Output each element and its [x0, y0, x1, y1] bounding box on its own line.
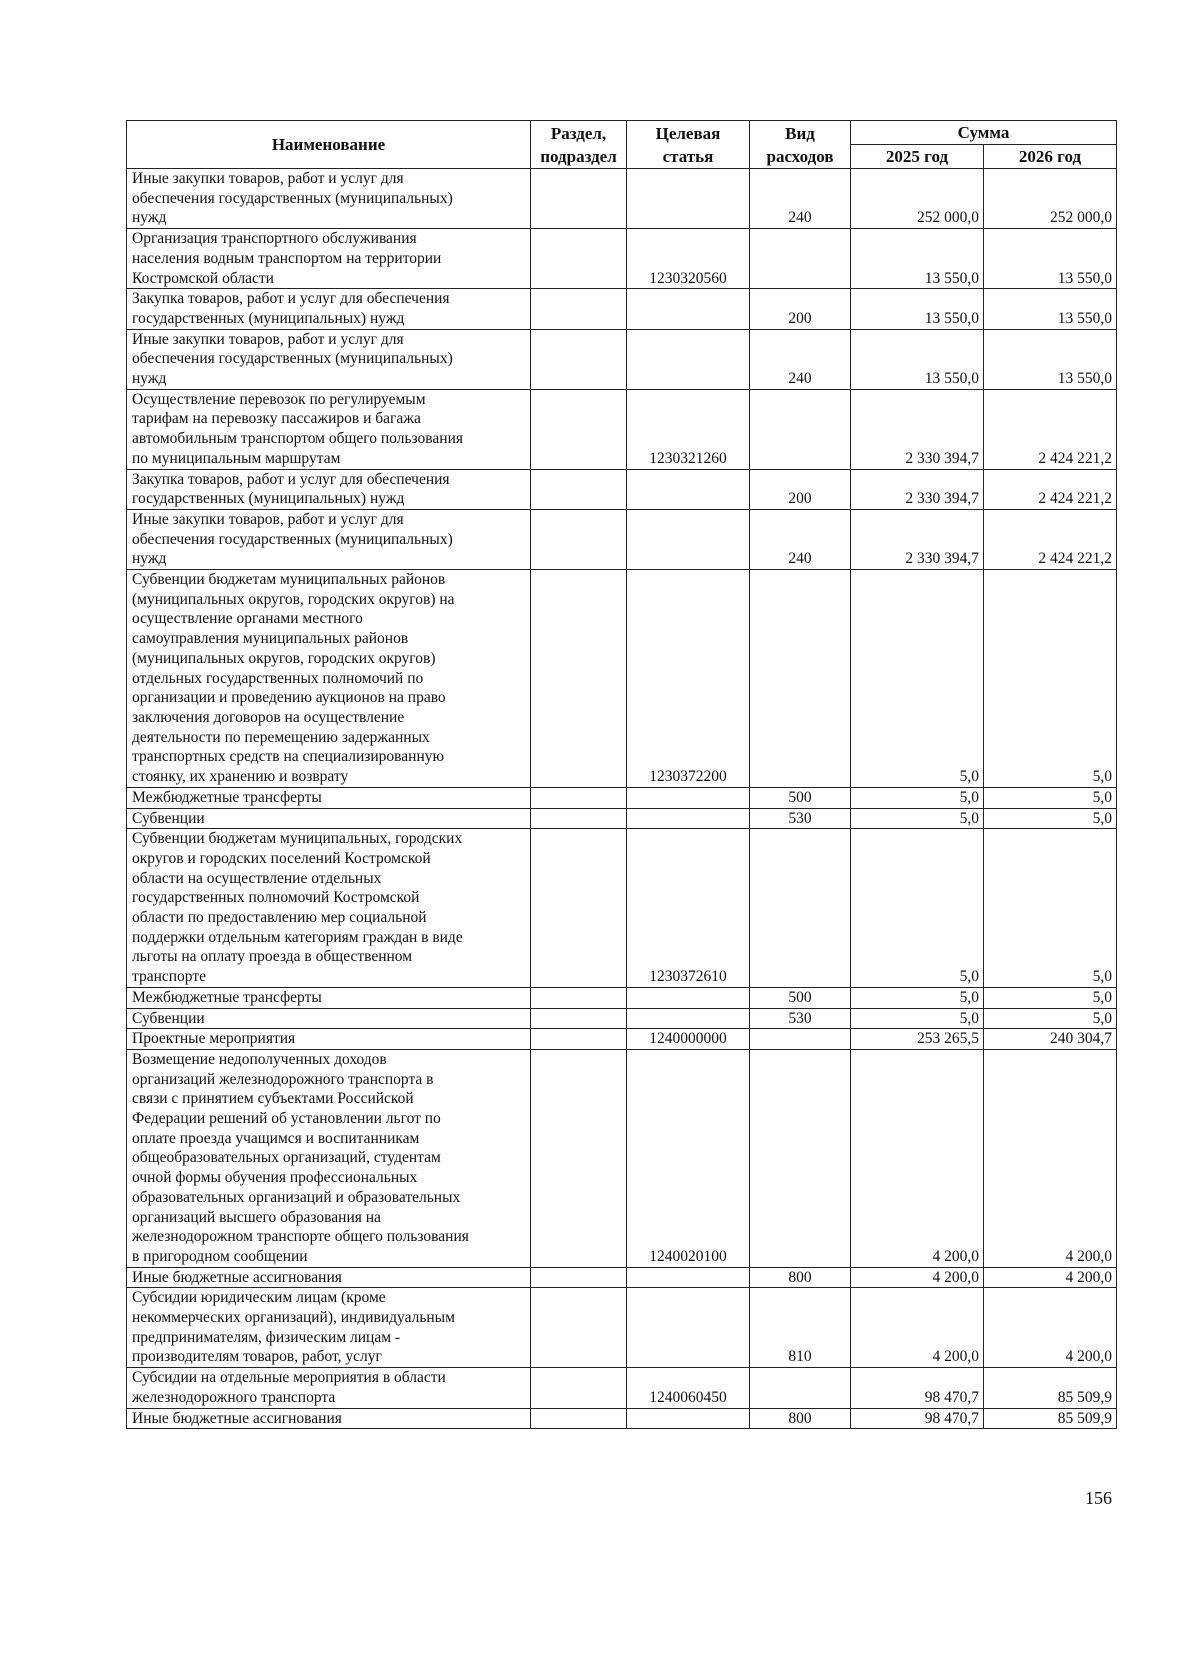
row-section: [531, 787, 627, 808]
table-row: [127, 829, 1117, 988]
row-section: [531, 469, 627, 509]
header-name: Наименование: [127, 121, 531, 169]
row-expense-type: 240: [750, 329, 851, 389]
row-sum-2026: 5,0: [984, 570, 1117, 788]
row-sum-2026: 2 424 221,2: [984, 509, 1117, 569]
row-sum-2026: 5,0: [984, 787, 1117, 808]
row-section: [531, 289, 627, 329]
row-target-code: [627, 509, 750, 569]
row-sum-2025: 13 550,0: [851, 229, 984, 289]
table-header: [127, 121, 1117, 169]
row-target-code: [627, 169, 750, 229]
table-body: [127, 169, 1117, 1429]
row-name: Иные бюджетные ассигнования: [127, 1408, 531, 1429]
table-row: [127, 469, 1117, 509]
row-target-code: 1230320560: [627, 229, 750, 289]
page-number: 156: [1085, 1488, 1112, 1508]
row-target-code: [627, 808, 750, 829]
row-section: [531, 229, 627, 289]
row-expense-type: 800: [750, 1408, 851, 1429]
row-section: [531, 1288, 627, 1368]
row-section: [531, 389, 627, 469]
row-target-code: [627, 1408, 750, 1429]
table-row: [127, 1008, 1117, 1029]
row-sum-2025: 253 265,5: [851, 1029, 984, 1050]
row-sum-2025: 2 330 394,7: [851, 389, 984, 469]
row-target-code: [627, 1008, 750, 1029]
row-section: [531, 1267, 627, 1288]
row-target-code: 1230372200: [627, 570, 750, 788]
row-section: [531, 1049, 627, 1267]
row-target-code: 1240000000: [627, 1029, 750, 1050]
table-row: [127, 1368, 1117, 1408]
row-section: [531, 1008, 627, 1029]
row-sum-2025: 4 200,0: [851, 1267, 984, 1288]
row-name: Субвенции: [127, 1008, 531, 1029]
row-sum-2025: 4 200,0: [851, 1049, 984, 1267]
table-row: [127, 329, 1117, 389]
row-sum-2025: 2 330 394,7: [851, 509, 984, 569]
row-target-code: [627, 787, 750, 808]
row-sum-2025: 5,0: [851, 570, 984, 788]
row-sum-2025: 13 550,0: [851, 289, 984, 329]
budget-table: [126, 120, 1117, 1429]
header-sum: Сумма: [851, 121, 1117, 145]
table-row: [127, 229, 1117, 289]
table-row: [127, 570, 1117, 788]
row-sum-2026: 2 424 221,2: [984, 469, 1117, 509]
row-sum-2026: 4 200,0: [984, 1049, 1117, 1267]
table-row: [127, 787, 1117, 808]
row-expense-type: 500: [750, 787, 851, 808]
row-target-code: 1230372610: [627, 829, 750, 988]
row-sum-2026: 13 550,0: [984, 329, 1117, 389]
row-sum-2026: 85 509,9: [984, 1408, 1117, 1429]
row-name: Иные закупки товаров, работ и услуг для обеспечения государственных (муниципальных) нужд: [127, 509, 531, 569]
row-name: Иные закупки товаров, работ и услуг для обеспечения государственных (муниципальных) нужд: [127, 169, 531, 229]
row-sum-2026: 240 304,7: [984, 1029, 1117, 1050]
row-expense-type: 530: [750, 808, 851, 829]
row-expense-type: [750, 389, 851, 469]
row-expense-type: [750, 570, 851, 788]
row-expense-type: 500: [750, 987, 851, 1008]
row-expense-type: 810: [750, 1288, 851, 1368]
row-name: Закупка товаров, работ и услуг для обеспечения государственных (муниципальных) нужд: [127, 469, 531, 509]
header-expense: Вид расходов: [750, 121, 851, 169]
row-target-code: [627, 289, 750, 329]
row-section: [531, 1029, 627, 1050]
row-target-code: [627, 1267, 750, 1288]
row-expense-type: [750, 1049, 851, 1267]
row-target-code: 1240020100: [627, 1049, 750, 1267]
row-name: Иные бюджетные ассигнования: [127, 1267, 531, 1288]
row-section: [531, 509, 627, 569]
table-row: [127, 1267, 1117, 1288]
row-name: Проектные мероприятия: [127, 1029, 531, 1050]
row-sum-2025: 5,0: [851, 1008, 984, 1029]
row-sum-2026: 5,0: [984, 987, 1117, 1008]
row-sum-2026: 5,0: [984, 829, 1117, 988]
table-row: [127, 389, 1117, 469]
row-sum-2025: 98 470,7: [851, 1368, 984, 1408]
row-target-code: 1240060450: [627, 1368, 750, 1408]
table-row: [127, 1029, 1117, 1050]
row-expense-type: [750, 829, 851, 988]
row-expense-type: 200: [750, 289, 851, 329]
row-section: [531, 829, 627, 988]
row-sum-2026: 252 000,0: [984, 169, 1117, 229]
row-name: Субвенции бюджетам муниципальных районов (муниципальных округов, городских округов) на осуществление органами местного самоуправления муниципальных районов (муниципальных округов, городских округов) отдельных государственных полномочий по организации и проведению аукционов на право заключения договоров на осуществление деятельности по перемещению задержанных транспортных средств на специализированную стоянку, их хранению и возврату: [127, 570, 531, 788]
row-sum-2025: 5,0: [851, 829, 984, 988]
header-section: Раздел, подраздел: [531, 121, 627, 169]
row-name: Межбюджетные трансферты: [127, 787, 531, 808]
row-expense-type: 800: [750, 1267, 851, 1288]
row-target-code: 1230321260: [627, 389, 750, 469]
row-target-code: [627, 329, 750, 389]
row-name: Межбюджетные трансферты: [127, 987, 531, 1008]
row-name: Возмещение недополученных доходов организаций железнодорожного транспорта в связи с принятием субъектами Российской Федерации решений об установлении льгот по оплате проезда учащимся и воспитанникам общеобразовательных организаций, студентам очной формы обучения профессиональных образовательных организаций и образовательных организаций высшего образования на железнодорожном транспорте общего пользования в пригородном сообщении: [127, 1049, 531, 1267]
table-row: [127, 1408, 1117, 1429]
table-row: [127, 1288, 1117, 1368]
row-sum-2025: 2 330 394,7: [851, 469, 984, 509]
row-expense-type: [750, 229, 851, 289]
row-section: [531, 987, 627, 1008]
row-section: [531, 329, 627, 389]
row-name: Субсидии на отдельные мероприятия в области железнодорожного транспорта: [127, 1368, 531, 1408]
row-expense-type: 240: [750, 169, 851, 229]
row-sum-2026: 85 509,9: [984, 1368, 1117, 1408]
row-name: Осуществление перевозок по регулируемым тарифам на перевозку пассажиров и багажа автомобильным транспортом общего пользования по муниципальным маршрутам: [127, 389, 531, 469]
row-name: Субсидии юридическим лицам (кроме некоммерческих организаций), индивидуальным предпринимателям, физическим лицам - производителям товаров, работ, услуг: [127, 1288, 531, 1368]
header-target: Целевая статья: [627, 121, 750, 169]
row-name: Организация транспортного обслуживания населения водным транспортом на территории Костромской области: [127, 229, 531, 289]
table-row: [127, 169, 1117, 229]
table-row: [127, 289, 1117, 329]
header-2025: 2025 год: [851, 145, 984, 169]
row-sum-2026: 4 200,0: [984, 1267, 1117, 1288]
header-2026: 2026 год: [984, 145, 1117, 169]
row-sum-2026: 5,0: [984, 808, 1117, 829]
row-name: Иные закупки товаров, работ и услуг для обеспечения государственных (муниципальных) нужд: [127, 329, 531, 389]
row-sum-2025: 5,0: [851, 987, 984, 1008]
table-row: [127, 808, 1117, 829]
row-target-code: [627, 987, 750, 1008]
table-row: [127, 1049, 1117, 1267]
row-section: [531, 1368, 627, 1408]
table-row: [127, 987, 1117, 1008]
row-sum-2026: 4 200,0: [984, 1288, 1117, 1368]
row-sum-2026: 2 424 221,2: [984, 389, 1117, 469]
row-sum-2025: 5,0: [851, 787, 984, 808]
row-sum-2025: 98 470,7: [851, 1408, 984, 1429]
row-name: Закупка товаров, работ и услуг для обеспечения государственных (муниципальных) нужд: [127, 289, 531, 329]
row-name: Субвенции: [127, 808, 531, 829]
row-expense-type: 200: [750, 469, 851, 509]
row-name: Субвенции бюджетам муниципальных, городских округов и городских поселений Костромской области на осуществление отдельных государственных полномочий Костромской области по предоставлению мер социальной поддержки отдельным категориям граждан в виде льготы на оплату проезда в общественном транспорте: [127, 829, 531, 988]
row-sum-2026: 5,0: [984, 1008, 1117, 1029]
row-target-code: [627, 469, 750, 509]
row-sum-2025: 252 000,0: [851, 169, 984, 229]
row-expense-type: 240: [750, 509, 851, 569]
row-expense-type: [750, 1029, 851, 1050]
row-target-code: [627, 1288, 750, 1368]
row-sum-2025: 4 200,0: [851, 1288, 984, 1368]
table-row: [127, 509, 1117, 569]
row-section: [531, 169, 627, 229]
row-section: [531, 1408, 627, 1429]
row-section: [531, 808, 627, 829]
row-sum-2025: 13 550,0: [851, 329, 984, 389]
row-sum-2026: 13 550,0: [984, 289, 1117, 329]
row-expense-type: [750, 1368, 851, 1408]
row-section: [531, 570, 627, 788]
row-sum-2025: 5,0: [851, 808, 984, 829]
row-sum-2026: 13 550,0: [984, 229, 1117, 289]
row-expense-type: 530: [750, 1008, 851, 1029]
